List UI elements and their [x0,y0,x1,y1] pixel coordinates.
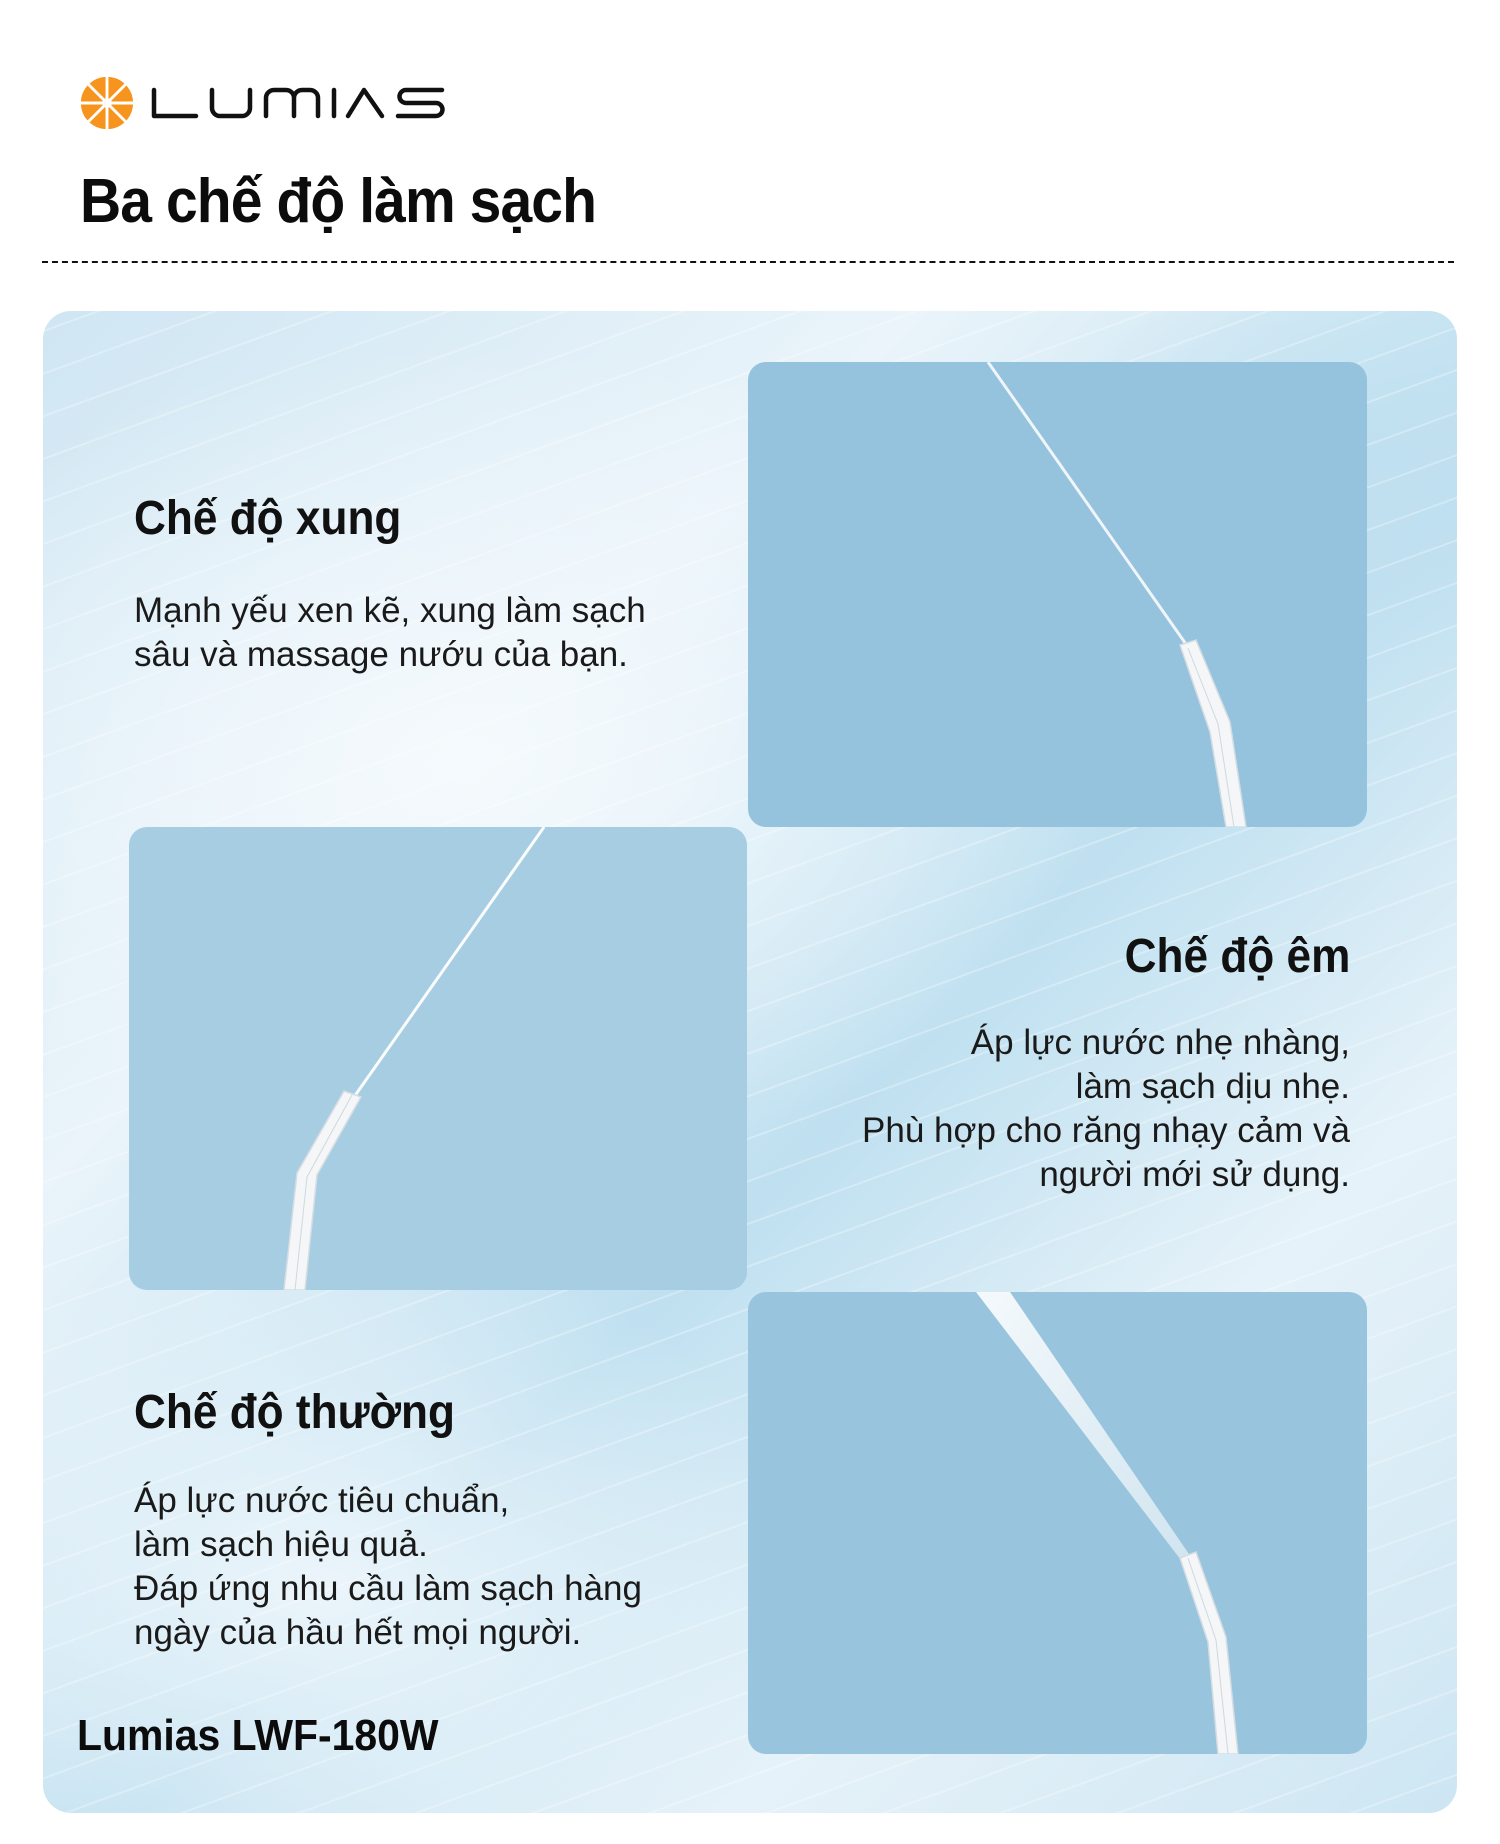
water-spray-illustration [748,1292,1367,1754]
modes-card [43,311,1457,1813]
product-model-label: Lumias LWF-180W [77,1711,439,1760]
soft-mode-description [862,1021,1350,1197]
soft-mode-image [748,1292,1367,1754]
soft-mode-title: Chế độ êm [1124,930,1350,983]
dashed-divider [42,261,1454,263]
description-line: làm sạch hiệu quả. [134,1525,428,1564]
normal-mode-image [129,827,747,1290]
description-line: sâu và massage nướu của bạn. [134,635,628,674]
description-line: ngày của hầu hết mọi người. [134,1613,582,1652]
page-title: Ba chế độ làm sạch [80,167,597,236]
water-jet-illustration [129,827,747,1290]
brand-logo [78,74,450,132]
description-line: Mạnh yếu xen kẽ, xung làm sạch [134,591,646,630]
lumias-wordmark [150,86,450,120]
pulse-mode-description [134,589,646,677]
description-line: Đáp ứng nhu cầu làm sạch hàng [134,1569,642,1608]
description-line: Áp lực nước nhẹ nhàng, [970,1023,1350,1062]
description-line: Phù hợp cho răng nhạy cảm và [862,1111,1350,1150]
normal-mode-title: Chế độ thường [134,1386,455,1439]
description-line: Áp lực nước tiêu chuẩn, [134,1481,510,1520]
water-jet-illustration [748,362,1367,827]
pulse-mode-title: Chế độ xung [134,492,402,545]
pulse-mode-image [748,362,1367,827]
description-line: người mới sử dụng. [1039,1155,1350,1194]
normal-mode-description [134,1479,642,1655]
description-line: làm sạch dịu nhẹ. [1075,1067,1350,1106]
sun-logo-icon [78,74,136,132]
